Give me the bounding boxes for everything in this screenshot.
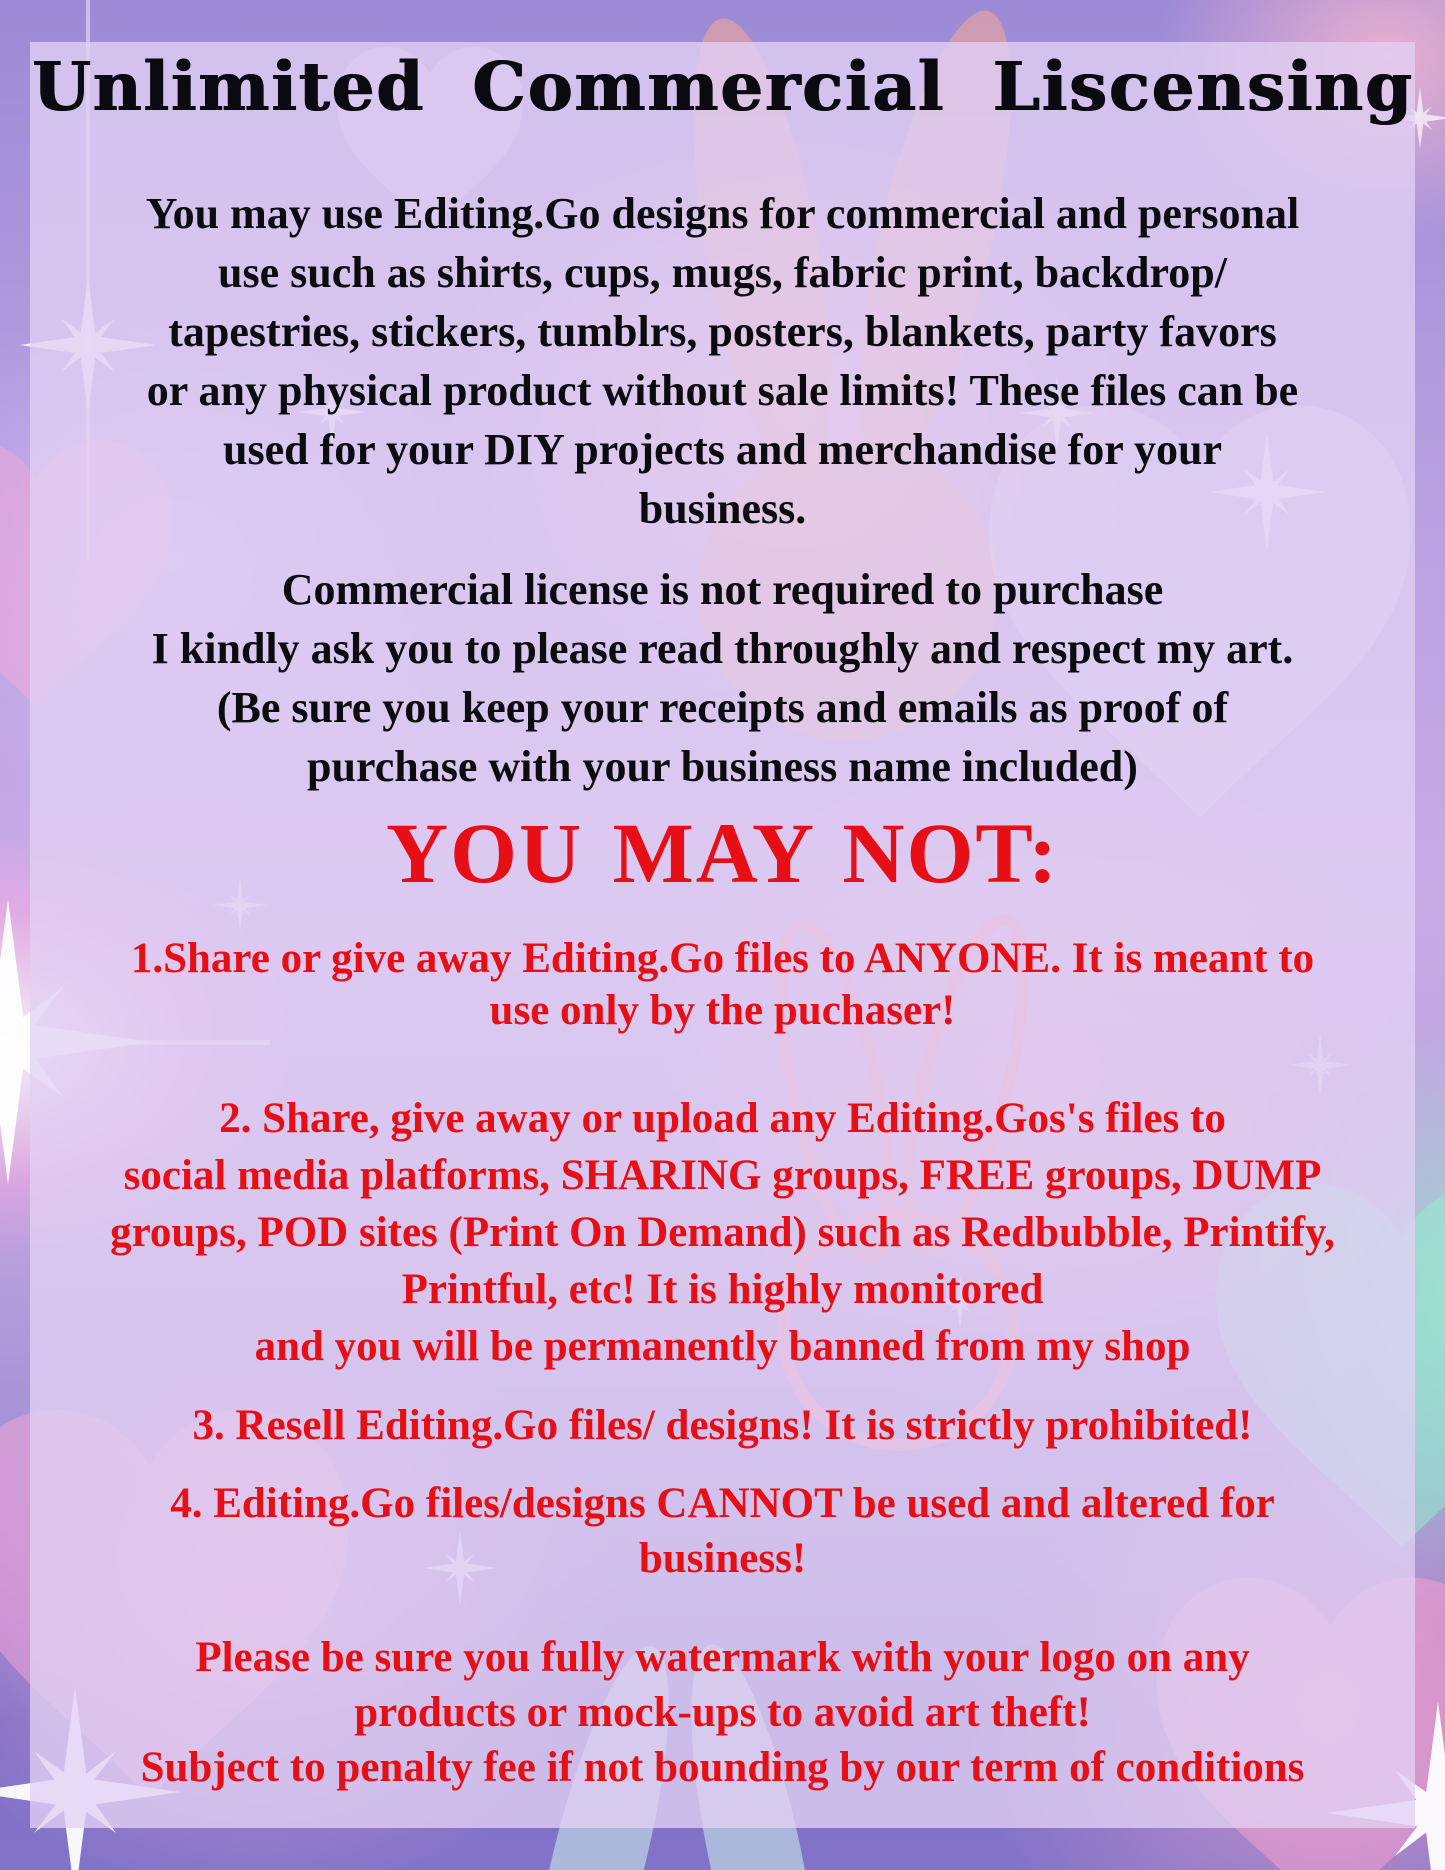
prohibited-item-3 bbox=[0, 1400, 1445, 1452]
text-line: groups, POD sites (Print On Demand) such as Redbubble, Printify, bbox=[110, 1209, 1335, 1256]
text-line: business. bbox=[638, 484, 807, 533]
intro-paragraph bbox=[0, 184, 1445, 538]
text-line: I kindly ask you to please read throughly and respect my art. bbox=[151, 624, 1294, 673]
notice-paragraph bbox=[0, 560, 1445, 796]
text-line: (Be sure you keep your receipts and emails as proof of bbox=[216, 683, 1229, 732]
prohibited-item-1 bbox=[0, 933, 1445, 1037]
page-title: Unlimited Commercial Liscensing bbox=[31, 47, 1414, 126]
prohibited-heading: YOU MAY NOT: bbox=[385, 805, 1060, 901]
prohibited-item-2 bbox=[0, 1090, 1445, 1375]
text-line: use only by the puchaser! bbox=[489, 987, 956, 1034]
text-line: Printful, etc! It is highly monitored bbox=[401, 1266, 1044, 1313]
prohibited-item-4 bbox=[0, 1476, 1445, 1586]
text-line: products or mock-ups to avoid art theft! bbox=[354, 1689, 1091, 1736]
text-line: use such as shirts, cups, mugs, fabric print, backdrop/ bbox=[218, 248, 1227, 297]
text-line: purchase with your business name included) bbox=[307, 742, 1138, 791]
text-line: Subject to penalty fee if not bounding by our term of conditions bbox=[140, 1744, 1305, 1791]
text-line: used for your DIY projects and merchandise for your bbox=[223, 425, 1222, 474]
footer-paragraph bbox=[0, 1630, 1445, 1795]
text-line: Please be sure you fully watermark with your logo on any bbox=[195, 1634, 1250, 1681]
text-line: You may use Editing.Go designs for commercial and personal bbox=[145, 189, 1300, 238]
text-line: and you will be permanently banned from my shop bbox=[254, 1323, 1191, 1370]
text-line: 2. Share, give away or upload any Editing.Gos's files to bbox=[219, 1095, 1226, 1142]
text-line: tapestries, stickers, tumblrs, posters, blankets, party favors bbox=[168, 307, 1277, 356]
text-line: 3. Resell Editing.Go files/ designs! It is strictly prohibited! bbox=[192, 1402, 1253, 1449]
text-line: 4. Editing.Go files/designs CANNOT be used and altered for bbox=[170, 1480, 1275, 1527]
text-line: or any physical product without sale limits! These files can be bbox=[146, 366, 1299, 415]
text-line: 1.Share or give away Editing.Go files to ANYONE. It is meant to bbox=[130, 935, 1315, 982]
text-line: Commercial license is not required to purchase bbox=[281, 565, 1164, 614]
text-line: business! bbox=[638, 1535, 807, 1582]
text-line: social media platforms, SHARING groups, FREE groups, DUMP bbox=[123, 1152, 1322, 1199]
